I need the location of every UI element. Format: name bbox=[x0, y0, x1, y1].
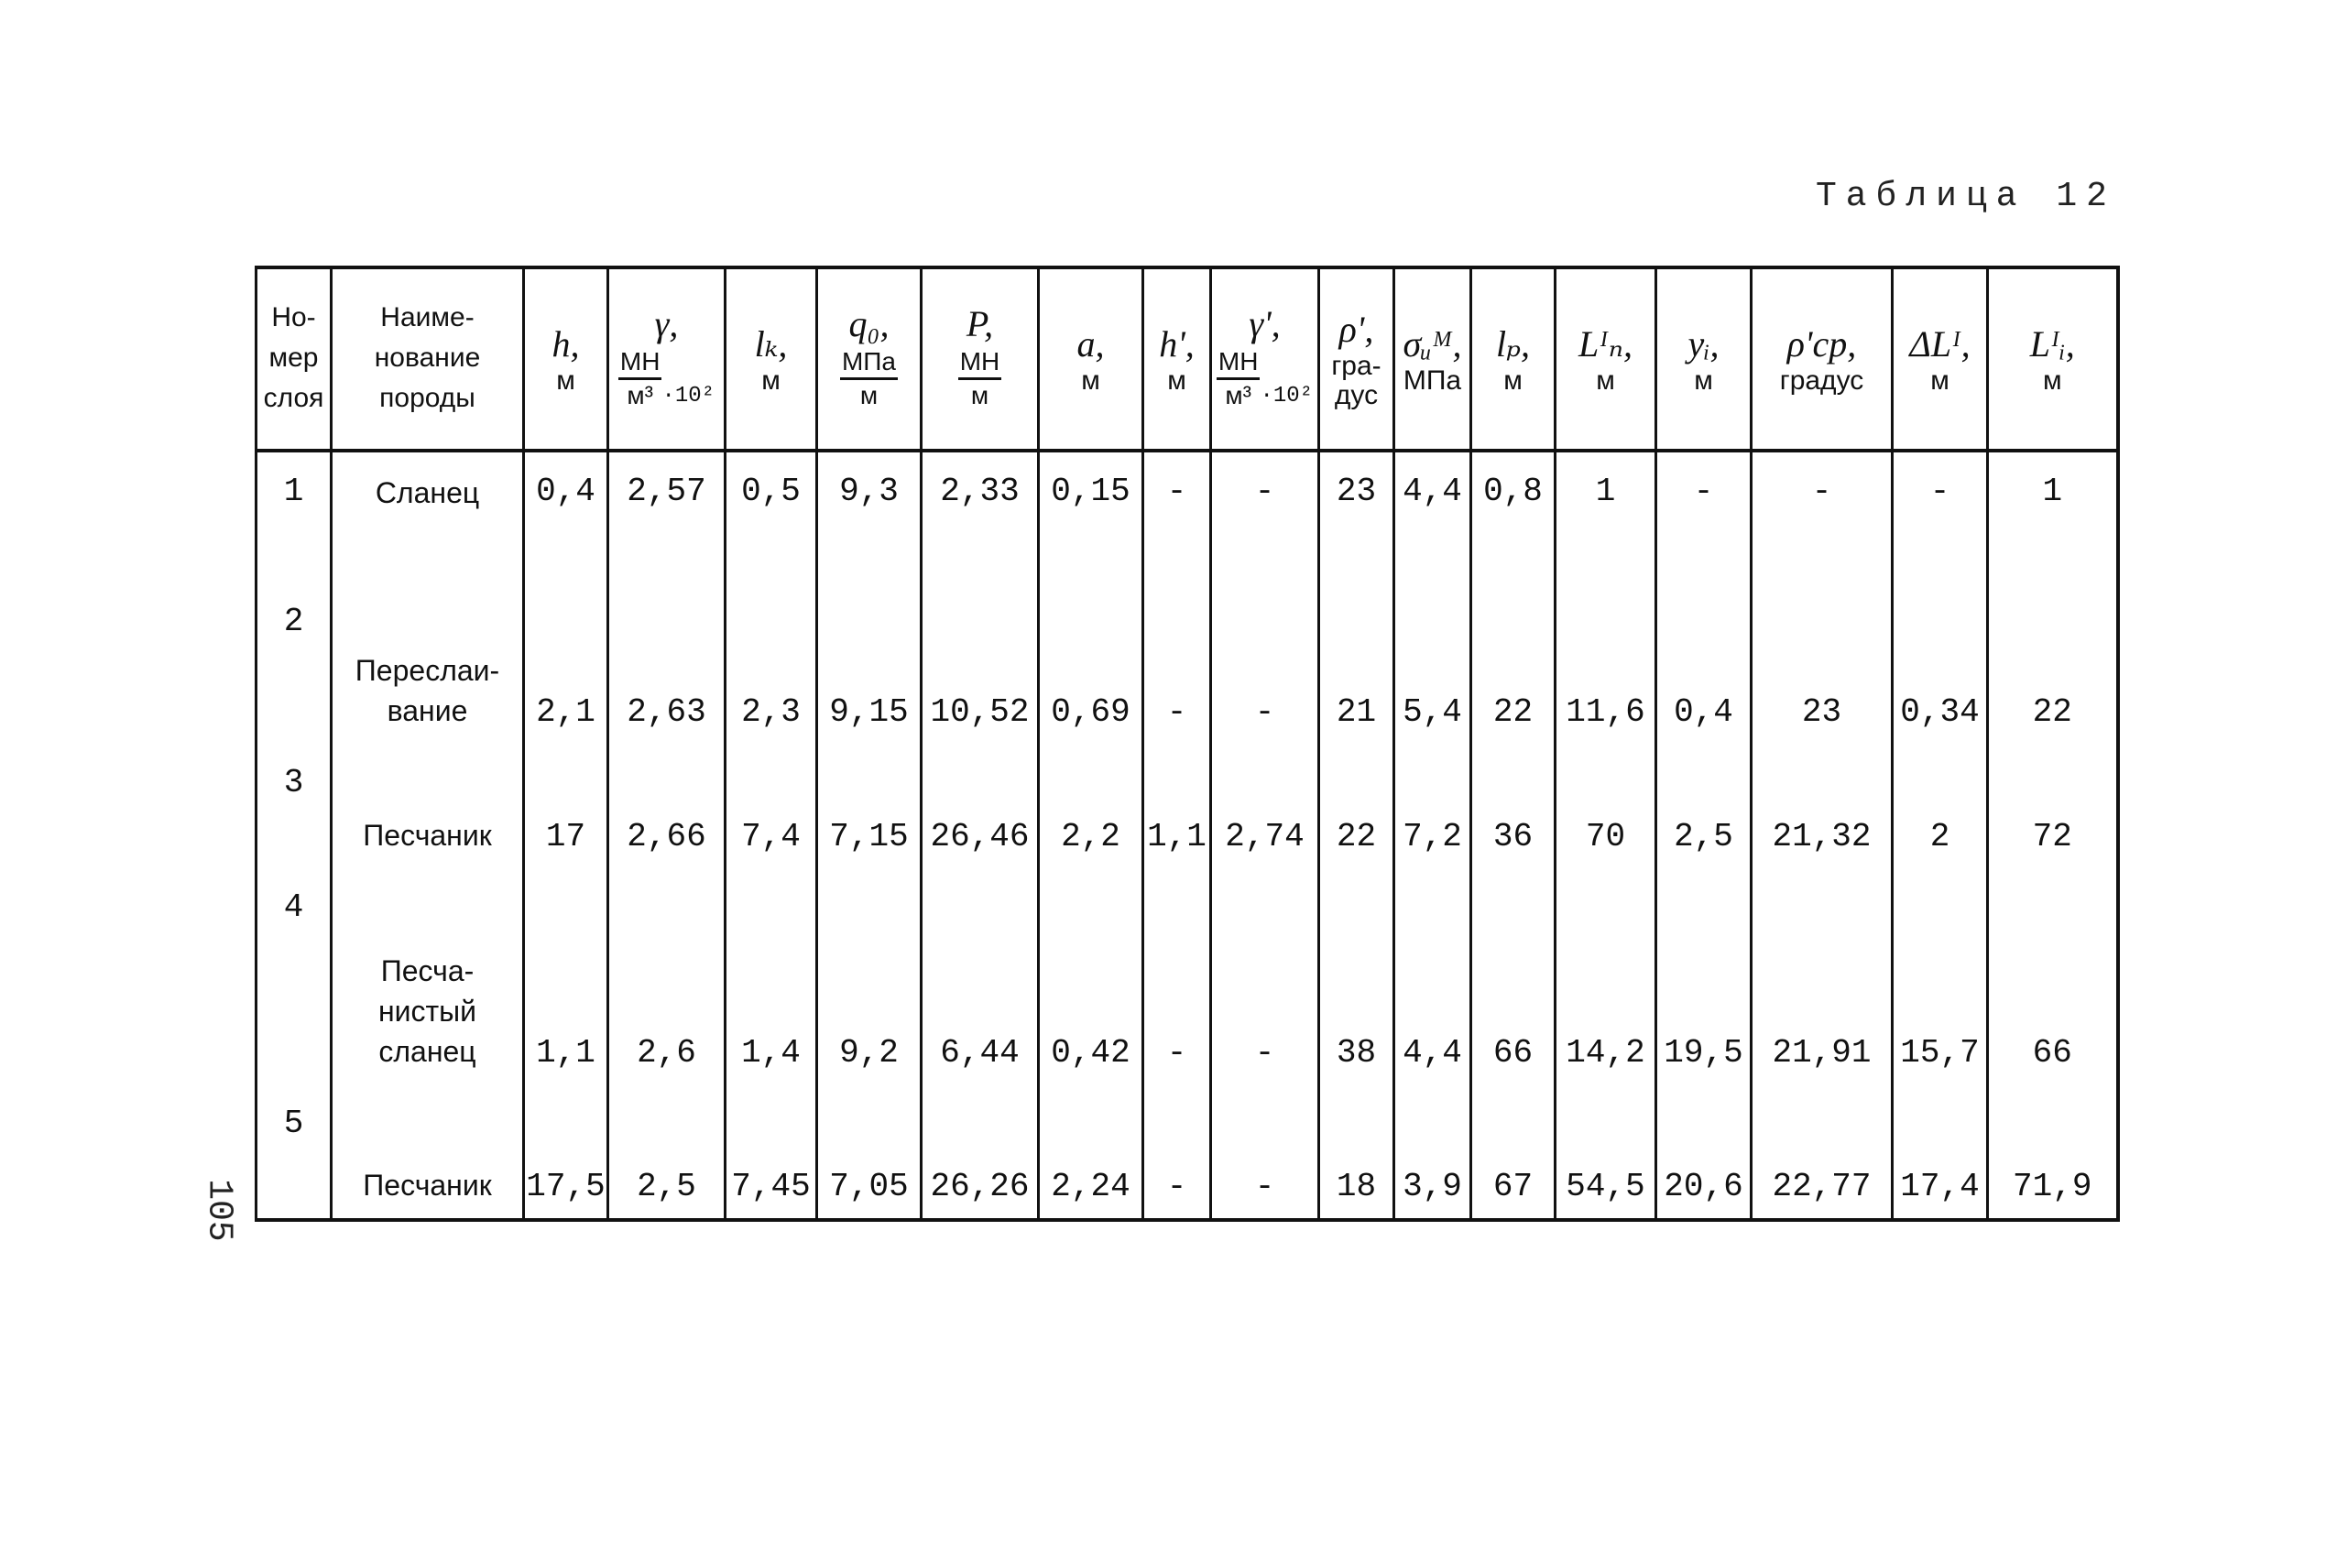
value-cell: 7,05 bbox=[817, 1084, 922, 1220]
column-header bbox=[922, 267, 1039, 451]
rock-name-cell: Песчаник bbox=[332, 744, 524, 868]
layer-number-cell: 3 bbox=[283, 764, 304, 801]
rock-name-cell: Переслаи- вание bbox=[332, 583, 524, 744]
layer-number-cell: 5 bbox=[283, 1105, 304, 1142]
table-row bbox=[257, 1084, 2118, 1220]
column-unit: МПа bbox=[1403, 365, 1462, 396]
table-row bbox=[257, 868, 2118, 1084]
rock-name-cell: Песча- нистый сланец bbox=[332, 868, 524, 1084]
value-cell: 72 bbox=[1988, 744, 2118, 868]
table-caption: Таблица 12 bbox=[1815, 177, 2116, 216]
value-cell: 1 bbox=[1988, 451, 2118, 583]
value-cell: - bbox=[1211, 451, 1319, 583]
value-cell: 54,5 bbox=[1556, 1084, 1656, 1220]
value-cell: 22 bbox=[1471, 583, 1556, 744]
column-unit: м bbox=[1596, 365, 1615, 396]
column-symbol: Lᴵᵢ, bbox=[2029, 323, 2075, 365]
value-cell: 1 bbox=[1556, 451, 1656, 583]
column-unit: м bbox=[556, 365, 575, 396]
column-header bbox=[524, 267, 608, 451]
unit-multiplier: ·10² bbox=[661, 383, 715, 408]
value-cell: 9,15 bbox=[817, 583, 922, 744]
value-cell: - bbox=[1211, 868, 1319, 1084]
value-cell: 2,3 bbox=[726, 583, 817, 744]
value-cell: 1,4 bbox=[726, 868, 817, 1084]
column-unit: градус bbox=[1779, 365, 1864, 396]
value-cell: 22 bbox=[1988, 583, 2118, 744]
column-header bbox=[1752, 267, 1893, 451]
column-symbol: ΔLᴵ, bbox=[1909, 323, 1971, 365]
value-cell: 36 bbox=[1471, 744, 1556, 868]
value-cell: 21,32 bbox=[1752, 744, 1893, 868]
value-cell: 2,6 bbox=[608, 868, 726, 1084]
value-cell: 66 bbox=[1471, 868, 1556, 1084]
value-cell: - bbox=[1143, 868, 1211, 1084]
value-cell: 22 bbox=[1319, 744, 1394, 868]
value-cell: 71,9 bbox=[1988, 1084, 2118, 1220]
table-row bbox=[257, 583, 2118, 744]
table-body bbox=[257, 451, 2118, 1220]
table-header bbox=[257, 267, 2118, 451]
column-symbol: γ', bbox=[1249, 302, 1281, 344]
value-cell: 17,4 bbox=[1893, 1084, 1988, 1220]
unit-numerator: МН bbox=[1217, 346, 1261, 380]
value-cell: 26,46 bbox=[922, 744, 1039, 868]
value-cell: 10,52 bbox=[922, 583, 1039, 744]
value-cell: 17 bbox=[524, 744, 608, 868]
value-cell: 4,4 bbox=[1394, 868, 1471, 1084]
column-header bbox=[1893, 267, 1988, 451]
value-cell: 23 bbox=[1319, 451, 1394, 583]
column-unit: м bbox=[1167, 365, 1186, 396]
value-cell: 1,1 bbox=[524, 868, 608, 1084]
value-cell: 66 bbox=[1988, 868, 2118, 1084]
value-cell: 0,8 bbox=[1471, 451, 1556, 583]
unit-denominator: м bbox=[859, 380, 879, 409]
column-unit: гра- дус bbox=[1331, 351, 1381, 410]
column-symbol: h, bbox=[551, 323, 580, 365]
column-header-label: Но- мер слоя bbox=[263, 302, 324, 413]
value-cell: 5,4 bbox=[1394, 583, 1471, 744]
value-cell: - bbox=[1143, 1084, 1211, 1220]
rock-name-cell: Песчаник bbox=[332, 1084, 524, 1220]
value-cell: 0,4 bbox=[524, 451, 608, 583]
value-cell: 7,45 bbox=[726, 1084, 817, 1220]
unit-denominator: м bbox=[970, 380, 989, 409]
unit-numerator: МН bbox=[958, 346, 1002, 380]
value-cell: 20,6 bbox=[1656, 1084, 1752, 1220]
unit-numerator: МПа bbox=[840, 346, 898, 380]
column-header bbox=[726, 267, 817, 451]
value-cell: - bbox=[1211, 1084, 1319, 1220]
value-cell: 7,15 bbox=[817, 744, 922, 868]
value-cell: 11,6 bbox=[1556, 583, 1656, 744]
value-cell: 2,57 bbox=[608, 451, 726, 583]
value-cell: 0,42 bbox=[1039, 868, 1143, 1084]
column-header bbox=[1319, 267, 1394, 451]
column-header bbox=[1039, 267, 1143, 451]
column-header bbox=[1988, 267, 2118, 451]
column-header bbox=[1656, 267, 1752, 451]
layer-number-cell: 2 bbox=[283, 603, 304, 640]
column-unit: м bbox=[1081, 365, 1100, 396]
value-cell: 70 bbox=[1556, 744, 1656, 868]
column-header-label: Наиме- нование породы bbox=[374, 302, 481, 413]
value-cell: 0,69 bbox=[1039, 583, 1143, 744]
value-cell: 4,4 bbox=[1394, 451, 1471, 583]
value-cell: 9,3 bbox=[817, 451, 922, 583]
value-cell: - bbox=[1752, 451, 1893, 583]
value-cell: 21,91 bbox=[1752, 868, 1893, 1084]
column-symbol: ρ'ср, bbox=[1786, 323, 1857, 365]
value-cell: - bbox=[1893, 451, 1988, 583]
column-symbol: Lᴵₙ, bbox=[1578, 323, 1633, 365]
column-header bbox=[1556, 267, 1656, 451]
page-number: 105 bbox=[199, 1179, 239, 1242]
column-unit: м bbox=[761, 365, 781, 396]
value-cell: 3,9 bbox=[1394, 1084, 1471, 1220]
value-cell: 6,44 bbox=[922, 868, 1039, 1084]
column-header bbox=[1143, 267, 1211, 451]
value-cell: 67 bbox=[1471, 1084, 1556, 1220]
column-header bbox=[1471, 267, 1556, 451]
value-cell: 18 bbox=[1319, 1084, 1394, 1220]
unit-denominator: м³ bbox=[627, 380, 653, 409]
value-cell: 22,77 bbox=[1752, 1084, 1893, 1220]
column-symbol: lₖ, bbox=[754, 323, 788, 365]
value-cell: 1,1 bbox=[1143, 744, 1211, 868]
column-unit bbox=[840, 346, 898, 413]
column-symbol: a, bbox=[1076, 323, 1105, 365]
value-cell: 0,4 bbox=[1656, 583, 1752, 744]
column-symbol: h', bbox=[1159, 323, 1195, 365]
table-container bbox=[255, 266, 2116, 1222]
unit-multiplier: ·10² bbox=[1260, 383, 1314, 408]
value-cell: 2,2 bbox=[1039, 744, 1143, 868]
value-cell: 2,63 bbox=[608, 583, 726, 744]
value-cell: - bbox=[1211, 583, 1319, 744]
value-cell: 14,2 bbox=[1556, 868, 1656, 1084]
column-header bbox=[608, 267, 726, 451]
unit-numerator: МН bbox=[618, 346, 662, 380]
column-header bbox=[1394, 267, 1471, 451]
column-symbol: yᵢ, bbox=[1687, 323, 1720, 365]
value-cell: 2,24 bbox=[1039, 1084, 1143, 1220]
value-cell: 7,2 bbox=[1394, 744, 1471, 868]
column-unit bbox=[958, 346, 1002, 413]
value-cell: - bbox=[1143, 583, 1211, 744]
column-symbol: P, bbox=[966, 302, 994, 344]
layer-number-cell: 1 bbox=[283, 473, 304, 510]
column-unit: м bbox=[1503, 365, 1523, 396]
value-cell: 0,34 bbox=[1893, 583, 1988, 744]
value-cell: 2,66 bbox=[608, 744, 726, 868]
column-unit bbox=[1217, 346, 1314, 413]
value-cell: 21 bbox=[1319, 583, 1394, 744]
value-cell: 15,7 bbox=[1893, 868, 1988, 1084]
column-header bbox=[257, 267, 332, 451]
value-cell: 2,33 bbox=[922, 451, 1039, 583]
column-unit: м bbox=[1694, 365, 1713, 396]
value-cell: 2,1 bbox=[524, 583, 608, 744]
column-symbol: ρ', bbox=[1338, 309, 1374, 350]
value-cell: 0,5 bbox=[726, 451, 817, 583]
column-unit: м bbox=[1930, 365, 1949, 396]
column-unit bbox=[618, 346, 715, 413]
value-cell: 26,26 bbox=[922, 1084, 1039, 1220]
unit-denominator: м³ bbox=[1225, 380, 1251, 409]
column-symbol: γ, bbox=[654, 302, 679, 344]
layer-number-cell: 4 bbox=[283, 888, 304, 926]
column-symbol: lₚ, bbox=[1495, 323, 1531, 365]
column-header bbox=[1211, 267, 1319, 451]
value-cell: 2,5 bbox=[608, 1084, 726, 1220]
value-cell: 17,5 bbox=[524, 1084, 608, 1220]
value-cell: 23 bbox=[1752, 583, 1893, 744]
value-cell: - bbox=[1143, 451, 1211, 583]
value-cell: 38 bbox=[1319, 868, 1394, 1084]
column-symbol: σᵤᴹ, bbox=[1403, 323, 1462, 365]
value-cell: 19,5 bbox=[1656, 868, 1752, 1084]
column-symbol: q₀, bbox=[848, 302, 890, 344]
data-table bbox=[255, 266, 2120, 1222]
value-cell: 7,4 bbox=[726, 744, 817, 868]
table-row bbox=[257, 451, 2118, 583]
column-unit: м bbox=[2042, 365, 2062, 396]
value-cell: 2 bbox=[1893, 744, 1988, 868]
value-cell: - bbox=[1656, 451, 1752, 583]
value-cell: 2,74 bbox=[1211, 744, 1319, 868]
table-row bbox=[257, 744, 2118, 868]
value-cell: 0,15 bbox=[1039, 451, 1143, 583]
header-row bbox=[257, 267, 2118, 451]
value-cell: 2,5 bbox=[1656, 744, 1752, 868]
column-header bbox=[817, 267, 922, 451]
value-cell: 9,2 bbox=[817, 868, 922, 1084]
rock-name-cell: Сланец bbox=[332, 451, 524, 583]
column-header bbox=[332, 267, 524, 451]
